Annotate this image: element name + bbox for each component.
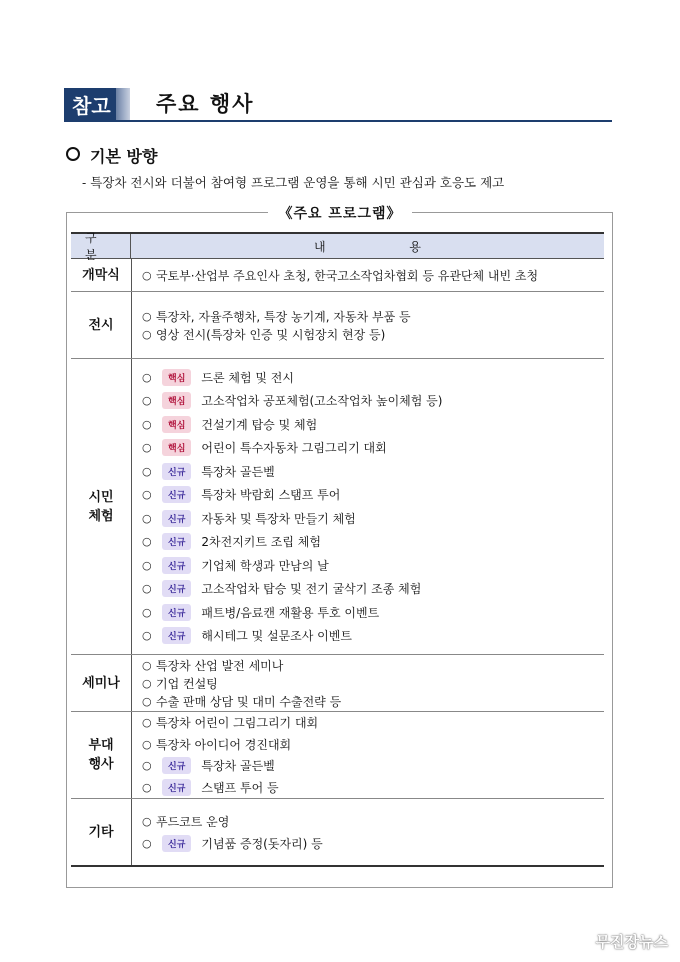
list-item	[142, 325, 604, 343]
bullet-icon: ○	[142, 629, 152, 643]
table-row	[71, 359, 604, 655]
bullet-icon: ○	[142, 268, 152, 282]
list-item	[142, 307, 604, 325]
list-item	[142, 266, 604, 284]
page-title: 주요 행사	[156, 92, 255, 116]
item-text: 특장차, 자율주행차, 특장 농기계, 자동차 부품 등	[156, 309, 411, 324]
header-content: 내 용	[314, 239, 461, 254]
bullet-icon: ○	[142, 814, 152, 828]
table-body	[71, 259, 604, 867]
table-row	[71, 712, 604, 799]
list-item	[142, 389, 604, 413]
item-text: 스탬프 투어 등	[201, 780, 279, 795]
core-badge: 핵심	[162, 392, 191, 409]
list-item	[142, 656, 604, 674]
blurred-mark	[116, 88, 130, 120]
item-text: 고소작업차 공포체험(고소작업차 높이체험 등)	[201, 394, 443, 409]
new-badge: 신규	[162, 486, 191, 503]
bullet-icon: ○	[142, 676, 152, 690]
item-text: 푸드코트 운영	[156, 814, 230, 829]
item-text: 기업체 학생과 만남의 날	[201, 558, 329, 573]
new-badge: 신규	[162, 580, 191, 597]
row-category: 시민 체험	[71, 359, 132, 654]
row-category: 개막식	[71, 259, 132, 291]
section-title-text: 기본 방향	[90, 147, 158, 166]
item-text: 특장차 골든벨	[201, 464, 275, 479]
program-title-text: 《주요 프로그램》	[268, 206, 411, 222]
list-item	[142, 624, 604, 648]
row-content	[132, 655, 604, 711]
item-text: 건설기계 탑승 및 체험	[201, 417, 318, 432]
list-item	[142, 413, 604, 437]
header-category: 구 분	[71, 234, 131, 258]
new-badge: 신규	[162, 835, 191, 852]
bullet-icon: ○	[142, 582, 152, 596]
row-content	[132, 359, 604, 654]
bullet-icon: ○	[142, 759, 152, 773]
row-content	[132, 292, 604, 358]
item-text: 특장차 골든벨	[201, 759, 275, 774]
bullet-icon: ○	[142, 658, 152, 672]
list-item	[142, 734, 604, 756]
item-text: 특장차 산업 발전 세미나	[156, 658, 284, 673]
item-text: 2차전지키트 조립 체험	[201, 535, 321, 550]
new-badge: 신규	[162, 510, 191, 527]
list-item	[142, 810, 604, 832]
core-badge: 핵심	[162, 416, 191, 433]
row-category: 기타	[71, 799, 132, 865]
list-item	[142, 436, 604, 460]
row-content	[132, 259, 604, 291]
item-text: 특장차 어린이 그림그리기 대회	[156, 716, 319, 731]
core-badge: 핵심	[162, 369, 191, 386]
item-text: 특장차 박람회 스탬프 투어	[201, 488, 341, 503]
item-text: 국토부·산업부 주요인사 초청, 한국고소작업차협회 등 유관단체 내빈 초청	[156, 268, 539, 283]
row-category: 세미나	[71, 655, 132, 711]
item-text: 드론 체험 및 전시	[201, 370, 294, 385]
list-item	[142, 577, 604, 601]
list-item	[142, 674, 604, 692]
list-item	[142, 832, 604, 854]
bullet-icon: ○	[142, 417, 152, 431]
list-item	[142, 460, 604, 484]
item-text: 어린이 특수자동차 그림그리기 대회	[201, 441, 387, 456]
new-badge: 신규	[162, 557, 191, 574]
bullet-icon: ○	[142, 327, 152, 341]
new-badge: 신규	[162, 627, 191, 644]
bullet-icon: ○	[142, 605, 152, 619]
circle-bullet-icon	[66, 147, 80, 161]
program-title	[0, 203, 680, 223]
bullet-icon: ○	[142, 441, 152, 455]
item-text: 기업 컨설팅	[156, 676, 218, 691]
item-text: 자동차 및 특장차 만들기 체험	[201, 511, 356, 526]
page-header	[64, 86, 612, 122]
reference-tab-label: 참고	[72, 93, 111, 118]
list-item	[142, 601, 604, 625]
list-item	[142, 712, 604, 734]
bullet-icon: ○	[142, 694, 152, 708]
row-content	[132, 712, 604, 798]
row-content	[132, 799, 604, 865]
list-item	[142, 755, 604, 777]
list-item	[142, 554, 604, 578]
list-item	[142, 483, 604, 507]
item-text: 해시테그 및 설문조사 이벤트	[201, 629, 352, 644]
bullet-icon: ○	[142, 836, 152, 850]
watermark: 무진장뉴스	[595, 933, 668, 951]
program-table	[71, 232, 604, 867]
bullet-icon: ○	[142, 558, 152, 572]
item-text: 영상 전시(특장차 인증 및 시험장치 현장 등)	[156, 327, 386, 342]
table-row	[71, 259, 604, 292]
new-badge: 신규	[162, 757, 191, 774]
list-item	[142, 507, 604, 531]
bullet-icon: ○	[142, 370, 152, 384]
row-category: 부대 행사	[71, 712, 132, 798]
bullet-icon: ○	[142, 394, 152, 408]
bullet-icon: ○	[142, 511, 152, 525]
new-badge: 신규	[162, 533, 191, 550]
section-description: - 특장차 전시와 더불어 참여형 프로그램 운영을 통해 시민 관심과 호응도 제고	[82, 175, 505, 190]
new-badge: 신규	[162, 779, 191, 796]
bullet-icon: ○	[142, 716, 152, 730]
list-item	[142, 692, 604, 710]
list-item	[142, 366, 604, 390]
new-badge: 신규	[162, 604, 191, 621]
item-text: 수출 판매 상담 및 대미 수출전략 등	[156, 694, 342, 709]
item-text: 패트병/음료캔 재활용 투호 이벤트	[201, 605, 380, 620]
table-row	[71, 292, 604, 359]
bullet-icon: ○	[142, 464, 152, 478]
new-badge: 신규	[162, 463, 191, 480]
item-text: 고소작업차 탑승 및 전기 굴삭기 조종 체험	[201, 582, 422, 597]
table-row	[71, 655, 604, 712]
list-item	[142, 777, 604, 799]
bullet-icon: ○	[142, 535, 152, 549]
table-row	[71, 799, 604, 867]
item-text: 기념품 증정(돗자리) 등	[201, 836, 323, 851]
table-header	[71, 231, 604, 262]
bullet-icon: ○	[142, 488, 152, 502]
bullet-icon: ○	[142, 309, 152, 323]
bullet-icon: ○	[142, 737, 152, 751]
bullet-icon: ○	[142, 780, 152, 794]
section-title	[66, 144, 157, 167]
header-divider	[64, 120, 612, 122]
reference-tab	[64, 88, 130, 120]
core-badge: 핵심	[162, 439, 191, 456]
item-text: 특장차 아이디어 경진대회	[156, 737, 292, 752]
row-category: 전시	[71, 292, 132, 358]
list-item	[142, 530, 604, 554]
